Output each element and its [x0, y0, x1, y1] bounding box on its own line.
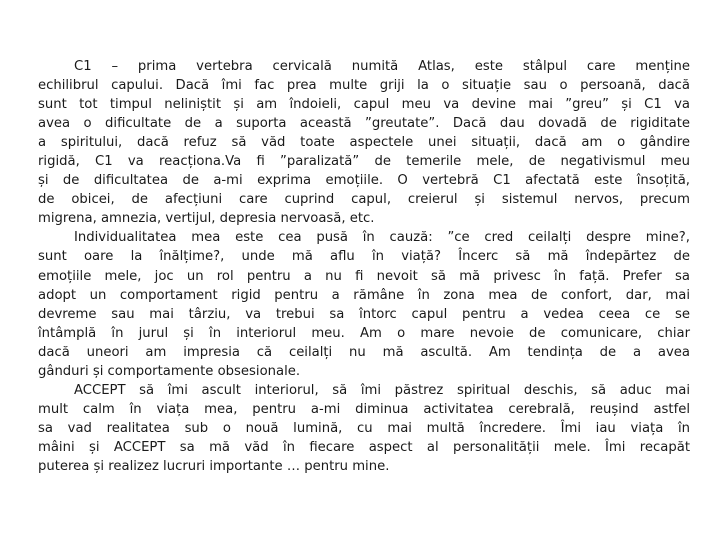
- paragraph-3-line-1: ACCEPT să îmi ascult interiorul, să îmi păstrez spiritual deschis, să aduc mai: [74, 382, 690, 398]
- paragraph-2-line-3: emoțiile mele, joc un rol pentru a nu fi nevoit să mă privesc în față. Prefer sa: [38, 268, 690, 284]
- document-body: [38, 57, 690, 476]
- paragraph-2-line-7: dacă uneori am impresia că ceilalți nu mă ascultă. Am tendința de a avea: [38, 344, 690, 360]
- paragraph-1-line-6: rigidă, C1 va reacționa.Va fi ”paralizată” de temerile mele, de negativismul meu: [38, 154, 690, 170]
- paragraph-1-line-9: migrena, amnezia, vertijul, depresia nervoasă, etc.: [38, 211, 375, 227]
- paragraph-3-line-4: mâini și ACCEPT sa mă văd în fiecare aspect al personalității mele. Îmi recapăt: [38, 439, 690, 455]
- paragraph-1-line-4: avea o dificultate de a suporta această ”greutate”. Dacă dau dovadă de rigiditate: [38, 116, 690, 132]
- paragraph-2-line-6: întâmplă în jurul și în interiorul meu. Am o mare nevoie de comunicare, chiar: [38, 325, 690, 341]
- paragraph-1-line-7: și de dificultatea de a-mi exprima emoțiile. O vertebră C1 afectată este însoțită,: [38, 173, 690, 189]
- paragraph-1-line-8: de obicei, de afecțiuni care cuprind capul, creierul și sistemul nervos, precum: [38, 192, 690, 208]
- paragraph-1-line-5: a spiritului, dacă refuz să văd toate aspectele unei situații, dacă am o gândire: [38, 135, 690, 151]
- paragraph-3-line-5: puterea și realizez lucruri importante … pentru mine.: [38, 458, 390, 474]
- paragraph-1-line-3: sunt tot timpul neliniștit și am îndoieli, capul meu va devine mai ”greu” și C1 va: [38, 97, 690, 113]
- paragraph-1-line-1: C1 – prima vertebra cervicală numită Atlas, este stâlpul care menține: [74, 59, 690, 74]
- paragraph-2-line-1: Individualitatea mea este cea pusă în cauză: ”ce cred ceilalți despre mine?,: [74, 230, 690, 246]
- paragraph-2-line-2: sunt oare la înălțime?, unde mă aflu în viață? Încerc să mă îndepărtez de: [38, 249, 690, 265]
- paragraph-3-line-3: sa vad realitatea sub o nouă lumină, cu mai multă încredere. Îmi iau viața în: [38, 420, 690, 436]
- paragraph-2-line-4: adopt un comportament rigid pentru a rămâne în zona mea de confort, dar, mai: [38, 287, 690, 303]
- paragraph-2-line-5: devreme sau mai târziu, va trebui sa întorc capul pentru a vedea ceea ce se: [38, 306, 690, 322]
- paragraph-3-line-2: mult calm în viața mea, pentru a-mi diminua activitatea cerebrală, reușind astfel: [38, 401, 690, 417]
- paragraph-1-line-2: echilibrul capului. Dacă îmi fac prea multe griji la o situație sau o persoană, dacă: [38, 78, 690, 94]
- paragraph-2-line-8: gânduri și comportamente obsesionale.: [38, 363, 301, 379]
